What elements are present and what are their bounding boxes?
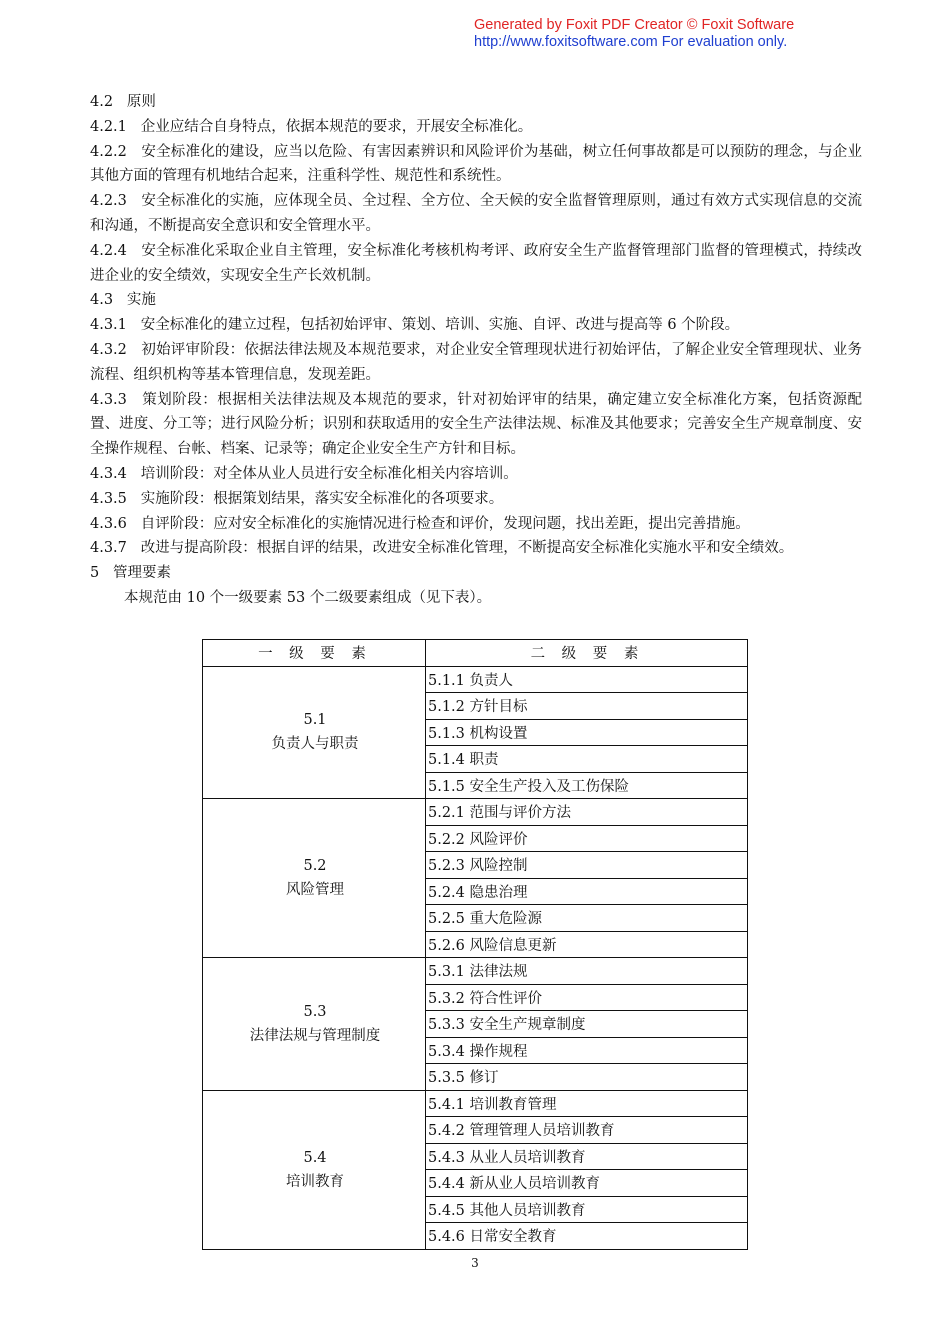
elements-table [202, 639, 748, 1250]
document-body [90, 90, 862, 611]
sub-element: 5.2.5 重大危险源 [426, 905, 748, 932]
sub-element: 5.2.1 范围与评价方法 [426, 799, 748, 826]
watermark-line-1: Generated by Foxit PDF Creator © Foxit Software [474, 17, 795, 33]
sub-element: 5.3.5 修订 [426, 1064, 748, 1091]
sub-element: 5.2.3 风险控制 [426, 852, 748, 879]
table-row [203, 799, 748, 826]
page-number: 3 [471, 1256, 479, 1270]
foxit-watermark [474, 17, 794, 51]
group-code: 5.3 [303, 1003, 327, 1020]
section-heading-4-2: 4.2 原则 [90, 94, 156, 110]
clause-4-3-4: 4.3.4 培训阶段：对全体从业人员进行安全标准化相关内容培训。 [90, 465, 518, 482]
table-intro: 本规范由 10 个一级要素 53 个二级要素组成（见下表）。 [124, 589, 492, 606]
clause-4-3-6: 4.3.6 自评阶段：应对安全标准化的实施情况进行检查和评价，发现问题，找出差距，提出完善措施。 [90, 515, 750, 532]
group-code: 5.1 [303, 712, 327, 729]
table-header-row [203, 640, 748, 667]
group-name: 风险管理 [286, 882, 344, 898]
sub-element: 5.3.3 安全生产规章制度 [426, 1011, 748, 1038]
clause-4-2-2: 4.2.2 安全标准化的建设，应当以危险、有害因素辨识和风险评价为基础，树立任何事故都是可以预防的理念，与企业其他方面的管理有机地结合起来，注重科学性、规范性和系统性。 [90, 143, 862, 185]
group-name: 负责人与职责 [271, 736, 359, 753]
sub-element: 5.2.2 风险评价 [426, 825, 748, 852]
section-heading-4-3: 4.3 实施 [90, 292, 156, 309]
group-name: 培训教育 [286, 1173, 344, 1190]
table-row [203, 666, 748, 693]
group-code: 5.2 [303, 858, 327, 874]
sub-element: 5.4.5 其他人员培训教育 [426, 1196, 748, 1223]
clause-4-3-3: 4.3.3 策划阶段：根据相关法律法规及本规范的要求，针对初始评审的结果，确定建立安全标准化方案，包括资源配置、进度、分工等；进行风险分析；识别和获取适用的安全生产法律法规、标准及其他要求；完善安全生产规章制度、安全操作规程、台帐、档案、记录等；确定企业安全生产方针和目标。 [90, 391, 862, 458]
sub-element: 5.3.2 符合性评价 [426, 984, 748, 1011]
sub-element: 5.1.3 机构设置 [426, 719, 748, 746]
sub-element: 5.1.1 负责人 [426, 666, 748, 693]
sub-element: 5.4.2 管理管理人员培训教育 [426, 1117, 748, 1144]
clause-4-3-5: 4.3.5 实施阶段：根据策划结果，落实安全标准化的各项要求。 [90, 490, 504, 507]
sub-element: 5.4.6 日常安全教育 [426, 1223, 748, 1250]
sub-element: 5.4.4 新从业人员培训教育 [426, 1170, 748, 1197]
section-heading-5: 5 管理要素 [90, 565, 172, 582]
header-level-2: 二 级 要 素 [426, 640, 748, 667]
table-row [203, 958, 748, 985]
group-5-2-cell [203, 799, 426, 958]
group-5-4-cell [203, 1090, 426, 1249]
sub-element: 5.3.1 法律法规 [426, 958, 748, 985]
clause-4-3-2: 4.3.2 初始评审阶段：依据法律法规及本规范要求，对企业安全管理现状进行初始评估，了解企业安全管理现状、业务流程、组织机构等基本管理信息，发现差距。 [90, 341, 862, 383]
group-code: 5.4 [303, 1149, 327, 1166]
watermark-line-2: http://www.foxitsoftware.com For evaluation only. [474, 34, 788, 50]
sub-element: 5.1.4 职责 [426, 746, 748, 773]
clause-4-2-4: 4.2.4 安全标准化采取企业自主管理，安全标准化考核机构考评、政府安全生产监督管理部门监督的管理模式，持续改进企业的安全绩效，实现安全生产长效机制。 [90, 242, 862, 284]
clause-4-3-1: 4.3.1 安全标准化的建立过程，包括初始评审、策划、培训、实施、自评、改进与提高等 6 个阶段。 [90, 317, 740, 334]
sub-element: 5.4.1 培训教育管理 [426, 1090, 748, 1117]
sub-element: 5.4.3 从业人员培训教育 [426, 1143, 748, 1170]
table-row [203, 1090, 748, 1117]
sub-element: 5.3.4 操作规程 [426, 1037, 748, 1064]
sub-element: 5.2.6 风险信息更新 [426, 931, 748, 958]
group-name: 法律法规与管理制度 [249, 1027, 381, 1044]
clause-4-2-1: 4.2.1 企业应结合自身特点，依据本规范的要求，开展安全标准化。 [90, 118, 533, 135]
sub-element: 5.2.4 隐患治理 [426, 878, 748, 905]
sub-element: 5.1.2 方针目标 [426, 693, 748, 720]
group-5-3-cell [203, 958, 426, 1091]
clause-4-3-7: 4.3.7 改进与提高阶段：根据自评的结果，改进安全标准化管理，不断提高安全标准化实施水平和安全绩效。 [90, 540, 794, 557]
header-level-1: 一 级 要 素 [203, 640, 426, 667]
clause-4-2-3: 4.2.3 安全标准化的实施，应体现全员、全过程、全方位、全天候的安全监督管理原则，通过有效方式实现信息的交流和沟通，不断提高安全意识和安全管理水平。 [90, 193, 862, 234]
group-5-1-cell [203, 666, 426, 799]
sub-element: 5.1.5 安全生产投入及工伤保险 [426, 772, 748, 799]
